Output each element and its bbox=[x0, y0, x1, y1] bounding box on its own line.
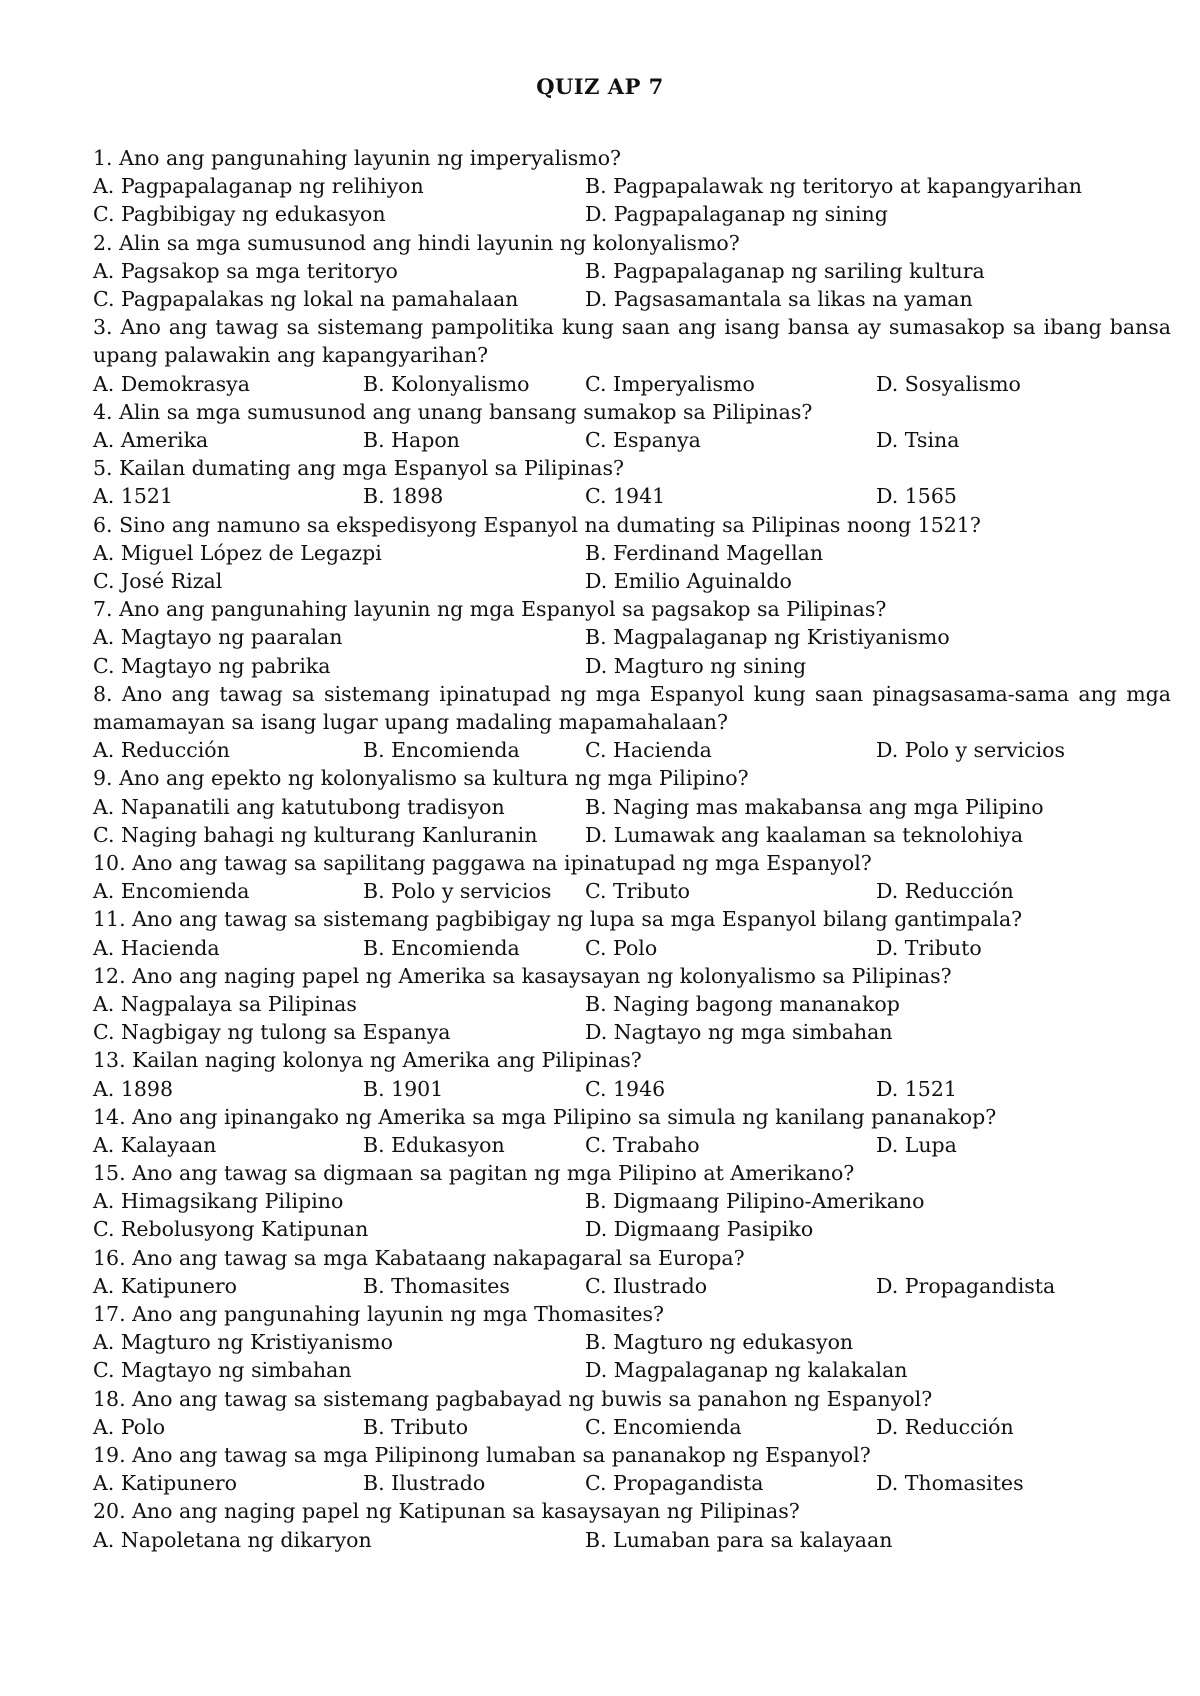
option-b: B. Edukasyon bbox=[363, 1132, 505, 1157]
option-a: A. 1521 bbox=[93, 484, 174, 509]
question bbox=[93, 1244, 1171, 1300]
question-text: 20. Ano ang naging papel ng Katipunan sa kasaysayan ng Pilipinas? bbox=[93, 1499, 800, 1524]
option-c: C. Espanya bbox=[585, 427, 701, 452]
question bbox=[93, 1159, 1171, 1244]
options bbox=[93, 1413, 1171, 1441]
question bbox=[93, 229, 1171, 314]
option-c: C. Ilustrado bbox=[585, 1273, 708, 1298]
option-c: C. Magtayo ng pabrika bbox=[93, 653, 331, 678]
option-d: D. Polo y servicios bbox=[876, 738, 1066, 763]
question-text: 7. Ano ang pangunahing layunin ng mga Espanyol sa pagsakop sa Pilipinas? bbox=[93, 597, 887, 622]
question bbox=[93, 905, 1171, 961]
page-title: QUIZ AP 7 bbox=[536, 74, 664, 99]
option-b: B. Encomienda bbox=[363, 935, 520, 960]
option-c: C. 1946 bbox=[585, 1076, 666, 1101]
question-text: 3. Ano ang tawag sa sistemang pampolitika kung saan ang isang bansa ay sumasakop sa ibang bansa upang palawakin ang kapangyarihan? bbox=[93, 315, 1171, 368]
option-b: B. Encomienda bbox=[363, 738, 520, 763]
option-a: A. Magtayo ng paaralan bbox=[93, 625, 343, 650]
option-c: C. Magtayo ng simbahan bbox=[93, 1358, 352, 1383]
options bbox=[93, 539, 1171, 595]
options bbox=[93, 793, 1171, 849]
options bbox=[93, 934, 1171, 962]
options bbox=[93, 1131, 1171, 1159]
option-a: A. Encomienda bbox=[93, 879, 250, 904]
option-a: A. Napanatili ang katutubong tradisyon bbox=[93, 794, 505, 819]
option-c: C. Rebolusyong Katipunan bbox=[93, 1217, 369, 1242]
option-b: B. Thomasites bbox=[363, 1273, 510, 1298]
question-text: 17. Ano ang pangunahing layunin ng mga Thomasites? bbox=[93, 1302, 664, 1327]
question-text: 4. Alin sa mga sumusunod ang unang bansang sumakop sa Pilipinas? bbox=[93, 399, 813, 424]
option-c: C. 1941 bbox=[585, 484, 666, 509]
question-text: 1. Ano ang pangunahing layunin ng imperyalismo? bbox=[93, 146, 622, 170]
option-a: A. Magturo ng Kristiyanismo bbox=[93, 1330, 393, 1355]
option-d: D. 1565 bbox=[876, 484, 957, 509]
question bbox=[93, 1103, 1171, 1159]
options bbox=[93, 1526, 1171, 1554]
options bbox=[93, 482, 1171, 510]
option-a: A. Reducción bbox=[93, 738, 230, 763]
question bbox=[93, 398, 1171, 454]
option-b: B. Hapon bbox=[363, 427, 460, 452]
question-text: 2. Alin sa mga sumusunod ang hindi layunin ng kolonyalismo? bbox=[93, 230, 740, 255]
option-b: B. Polo y servicios bbox=[363, 879, 552, 904]
option-d: D. Reducción bbox=[876, 879, 1014, 904]
option-d: D. Nagtayo ng mga simbahan bbox=[585, 1020, 893, 1045]
option-d: D. Magturo ng sining bbox=[585, 653, 807, 678]
option-b: B. Ferdinand Magellan bbox=[585, 540, 824, 565]
question bbox=[93, 680, 1171, 765]
option-b: B. Magpalaganap ng Kristiyanismo bbox=[585, 625, 950, 650]
options bbox=[93, 990, 1171, 1046]
option-c: C. Trabaho bbox=[585, 1132, 700, 1157]
option-d: D. Magpalaganap ng kalakalan bbox=[585, 1358, 908, 1383]
option-d: D. Reducción bbox=[876, 1414, 1014, 1439]
question-text: 15. Ano ang tawag sa digmaan sa pagitan ng mga Pilipino at Amerikano? bbox=[93, 1161, 855, 1186]
question-text: 6. Sino ang namuno sa ekspedisyong Espanyol na dumating sa Pilipinas noong 1521? bbox=[93, 512, 981, 537]
option-c: C. Nagbigay ng tulong sa Espanya bbox=[93, 1020, 451, 1045]
quiz-body bbox=[93, 144, 1171, 1554]
question-text: 13. Kailan naging kolonya ng Amerika ang Pilipinas? bbox=[93, 1048, 642, 1073]
options bbox=[93, 257, 1171, 313]
question bbox=[93, 764, 1171, 849]
options bbox=[93, 623, 1171, 679]
question bbox=[93, 454, 1171, 510]
question bbox=[93, 1300, 1171, 1385]
question bbox=[93, 962, 1171, 1047]
option-a: A. Napoletana ng dikaryon bbox=[93, 1527, 372, 1552]
option-c: C. Tributo bbox=[585, 879, 690, 904]
option-a: A. Katipunero bbox=[93, 1471, 237, 1496]
question bbox=[93, 849, 1171, 905]
question-text: 10. Ano ang tawag sa sapilitang paggawa na ipinatupad ng mga Espanyol? bbox=[93, 850, 872, 875]
option-c: C. José Rizal bbox=[93, 568, 223, 593]
option-b: B. Naging mas makabansa ang mga Pilipino bbox=[585, 794, 1044, 819]
question-text: 9. Ano ang epekto ng kolonyalismo sa kultura ng mga Pilipino? bbox=[93, 766, 749, 791]
option-a: A. Demokrasya bbox=[93, 371, 250, 396]
question-text: 18. Ano ang tawag sa sistemang pagbabayad ng buwis sa panahon ng Espanyol? bbox=[93, 1386, 933, 1411]
option-b: B. Pagpapalawak ng teritoryo at kapangyarihan bbox=[585, 174, 1082, 199]
option-c: C. Pagbibigay ng edukasyon bbox=[93, 202, 386, 227]
question-text: 19. Ano ang tawag sa mga Pilipinong lumaban sa pananakop ng Espanyol? bbox=[93, 1443, 871, 1468]
option-b: B. Kolonyalismo bbox=[363, 371, 530, 396]
option-b: B. 1901 bbox=[363, 1076, 444, 1101]
option-a: A. 1898 bbox=[93, 1076, 174, 1101]
option-a: A. Katipunero bbox=[93, 1273, 237, 1298]
option-b: B. Ilustrado bbox=[363, 1471, 486, 1496]
option-b: B. 1898 bbox=[363, 484, 444, 509]
question-text: 5. Kailan dumating ang mga Espanyol sa Pilipinas? bbox=[93, 456, 625, 481]
option-d: D. 1521 bbox=[876, 1076, 957, 1101]
option-c: C. Imperyalismo bbox=[585, 371, 755, 396]
option-b: B. Digmaang Pilipino-Amerikano bbox=[585, 1189, 925, 1214]
option-a: A. Polo bbox=[93, 1414, 166, 1439]
question bbox=[93, 595, 1171, 680]
option-b: B. Lumaban para sa kalayaan bbox=[585, 1527, 893, 1552]
question bbox=[93, 1497, 1171, 1553]
options bbox=[93, 877, 1171, 905]
option-c: C. Naging bahagi ng kulturang Kanluranin bbox=[93, 822, 538, 847]
option-d: D. Pagsasamantala sa likas na yaman bbox=[585, 286, 973, 311]
option-b: B. Pagpapalaganap ng sariling kultura bbox=[585, 258, 985, 283]
option-b: B. Magturo ng edukasyon bbox=[585, 1330, 854, 1355]
option-d: D. Lupa bbox=[876, 1132, 957, 1157]
options bbox=[93, 370, 1171, 398]
options bbox=[93, 1272, 1171, 1300]
options bbox=[93, 736, 1171, 764]
question-text: 11. Ano ang tawag sa sistemang pagbibigay ng lupa sa mga Espanyol bilang gantimpala? bbox=[93, 907, 1023, 932]
option-a: A. Amerika bbox=[93, 427, 209, 452]
option-d: D. Tsina bbox=[876, 427, 960, 452]
option-d: D. Tributo bbox=[876, 935, 982, 960]
option-c: C. Hacienda bbox=[585, 738, 712, 763]
question-text: 14. Ano ang ipinangako ng Amerika sa mga Pilipino sa simula ng kanilang pananakop? bbox=[93, 1104, 997, 1129]
option-c: C. Encomienda bbox=[585, 1414, 742, 1439]
option-a: A. Pagsakop sa mga teritoryo bbox=[93, 258, 398, 283]
option-d: D. Lumawak ang kaalaman sa teknolohiya bbox=[585, 822, 1024, 847]
question bbox=[93, 313, 1171, 398]
option-d: D. Propagandista bbox=[876, 1273, 1056, 1298]
option-d: D. Pagpapalaganap ng sining bbox=[585, 202, 888, 227]
option-a: A. Kalayaan bbox=[93, 1132, 217, 1157]
question bbox=[93, 1046, 1171, 1102]
option-d: D. Thomasites bbox=[876, 1471, 1024, 1496]
option-a: A. Pagpapalaganap ng relihiyon bbox=[93, 174, 424, 199]
option-d: D. Emilio Aguinaldo bbox=[585, 568, 792, 593]
option-b: B. Tributo bbox=[363, 1414, 469, 1439]
question bbox=[93, 1385, 1171, 1441]
options bbox=[93, 172, 1171, 228]
option-d: D. Sosyalismo bbox=[876, 371, 1021, 396]
option-a: A. Nagpalaya sa Pilipinas bbox=[93, 991, 357, 1016]
options bbox=[93, 1075, 1171, 1103]
option-c: C. Pagpapalakas ng lokal na pamahalaan bbox=[93, 286, 519, 311]
question-text: 12. Ano ang naging papel ng Amerika sa kasaysayan ng kolonyalismo sa Pilipinas? bbox=[93, 963, 952, 988]
option-a: A. Miguel López de Legazpi bbox=[93, 540, 382, 565]
question-text: 8. Ano ang tawag sa sistemang ipinatupad ng mga Espanyol kung saan pinagsasama-sama ang mga mamamayan sa isang lugar upang madaling mapamahalaan? bbox=[93, 681, 1171, 734]
options bbox=[93, 1328, 1171, 1384]
options bbox=[93, 1187, 1171, 1243]
option-a: A. Himagsikang Pilipino bbox=[93, 1189, 344, 1214]
question bbox=[93, 144, 1171, 229]
option-a: A. Hacienda bbox=[93, 935, 220, 960]
question-text: 16. Ano ang tawag sa mga Kabataang nakapagaral sa Europa? bbox=[93, 1245, 745, 1270]
option-b: B. Naging bagong mananakop bbox=[585, 991, 900, 1016]
question bbox=[93, 511, 1171, 596]
option-c: C. Propagandista bbox=[585, 1471, 764, 1496]
options bbox=[93, 1469, 1171, 1497]
question bbox=[93, 1441, 1171, 1497]
option-d: D. Digmaang Pasipiko bbox=[585, 1217, 814, 1242]
options bbox=[93, 426, 1171, 454]
option-c: C. Polo bbox=[585, 935, 658, 960]
